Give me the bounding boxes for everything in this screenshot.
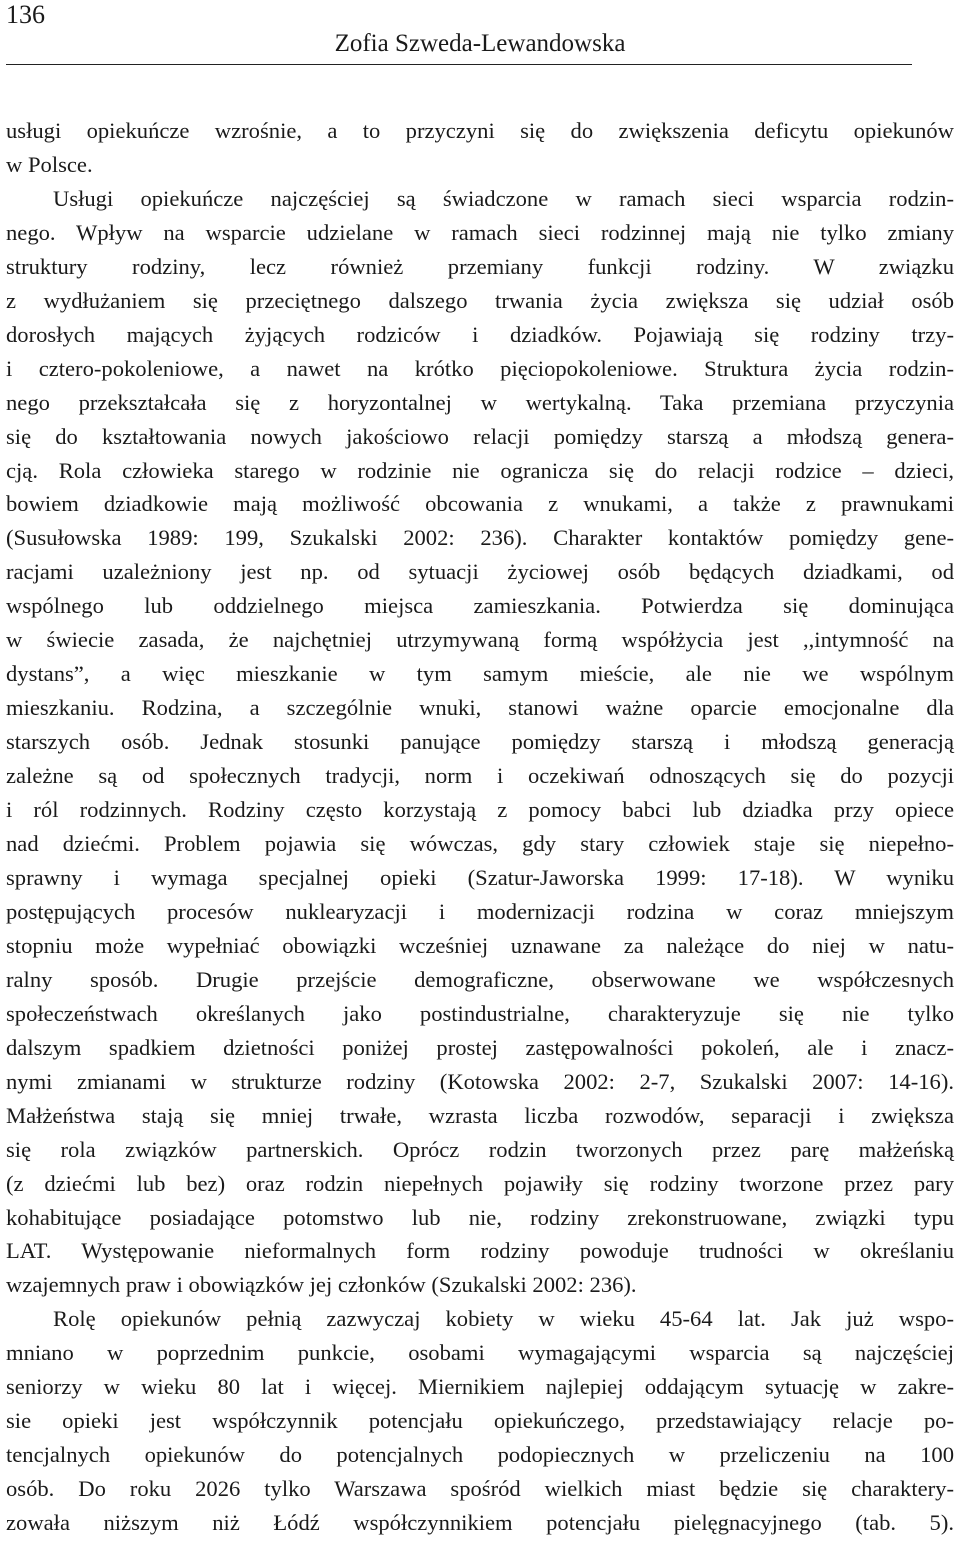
text-line: stopniu może wypełniać obowiązki wcześniej uznawane za należące do niej w natu- bbox=[6, 932, 954, 958]
text-line: nego przekształcała się z horyzontalnej w wertykalną. Taka przemiana przyczynia bbox=[6, 389, 954, 415]
text-line: postępujących procesów nuklearyzacji i modernizacji rodzina w coraz mniejszym bbox=[6, 898, 954, 924]
text-line: mieszkaniu. Rodzina, a szczególnie wnuki, stanowi ważne oparcie emocjonalne dla bbox=[6, 695, 954, 721]
text-line: mniano w poprzednim punkcie, osobami wymagającymi wsparcia są najczęściej bbox=[6, 1340, 954, 1366]
paragraph-1 bbox=[6, 114, 954, 182]
text-line: (Susułowska 1989: 199, Szukalski 2002: 236). Charakter kontaktów pomiędzy gene- bbox=[6, 525, 954, 551]
text-line: racjami uzależniony jest np. od sytuacji życiowej osób będących dziadkami, od bbox=[6, 559, 954, 585]
text-line: ralny sposób. Drugie przejście demograficzne, obserwowane we współczesnych bbox=[6, 966, 954, 992]
paragraph-2 bbox=[6, 182, 954, 1302]
text-line: w Polsce. bbox=[6, 151, 93, 177]
text-line: osób. Do roku 2026 tylko Warszawa spośród wielkich miast będzie się charaktery- bbox=[6, 1476, 954, 1502]
text-line: nego. Wpływ na wsparcie udzielane w ramach sieci rodzinnej mają nie tylko zmiany bbox=[6, 219, 954, 245]
text-line: sprawny i wymaga specjalnej opieki (Szatur-Jaworska 1999: 17-18). W wyniku bbox=[6, 864, 954, 890]
page-number: 136 bbox=[6, 0, 45, 29]
text-line: starszych osób. Jednak stosunki panujące pomiędzy starszą i młodszą generacją bbox=[6, 729, 954, 755]
text-line: w świecie zasada, że najchętniej utrzymywaną formą współżycia jest ,,intymność na bbox=[6, 627, 954, 653]
text-line: się rola związków partnerskich. Oprócz rodzin tworzonych przez parę małżeńską bbox=[6, 1136, 954, 1162]
paragraph-3 bbox=[6, 1302, 954, 1540]
text-line: zależne są od społecznych tradycji, norm i oczekiwań odnoszących się do pozycji bbox=[6, 763, 954, 789]
text-line: LAT. Występowanie nieformalnych form rodziny powoduje trudności w określaniu bbox=[6, 1238, 954, 1264]
text-line: cją. Rola człowieka starego w rodzinie nie ogranicza się do relacji rodzice – dzieci, bbox=[6, 457, 954, 483]
text-line: i ról rodzinnych. Rodziny często korzystają z pomocy babci lub dziadka przy opiece bbox=[6, 797, 954, 823]
text-line: (z dziećmi lub bez) oraz rodzin niepełnych pojawiły się rodziny tworzone przez pary bbox=[6, 1170, 954, 1196]
text-line: społeczeństwach określanych jako postindustrialne, charakteryzuje się nie tylko bbox=[6, 1000, 954, 1026]
body-text bbox=[6, 114, 954, 1540]
text-line: z wydłużaniem się przeciętnego dalszego trwania życia zwiększa się udział osób bbox=[6, 287, 954, 313]
text-line: dystans”, a więc mieszkanie w tym samym mieście, ale nie we wspólnym bbox=[6, 661, 954, 687]
text-line: seniorzy w wieku 80 lat i więcej. Miernikiem najlepiej oddającym sytuację w zakre- bbox=[6, 1374, 954, 1400]
text-line: usługi opiekuńcze wzrośnie, a to przyczyni się do zwiększenia deficytu opiekunów bbox=[6, 118, 954, 143]
text-line: Małżeństwa stają się mniej trwałe, wzrasta liczba rozwodów, separacji i zwiększa bbox=[6, 1102, 954, 1128]
text-line: tencjalnych opiekunów do potencjalnych podopiecznych w przeliczeniu na 100 bbox=[6, 1442, 954, 1468]
text-line: dalszym spadkiem dzietności poniżej prostej zastępowalności pokoleń, ale i znacz- bbox=[6, 1034, 954, 1060]
text-line: się do kształtowania nowych jakościowo relacji pomiędzy starszą a młodszą genera- bbox=[6, 423, 954, 449]
running-head: Zofia Szweda-Lewandowska bbox=[334, 30, 626, 57]
header-rule bbox=[6, 64, 912, 65]
text-line: sie opieki jest współczynnik potencjału opiekuńczego, przedstawiający relacje po- bbox=[6, 1408, 954, 1434]
text-line: nad dziećmi. Problem pojawia się wówczas, gdy stary człowiek staje się niepełno- bbox=[6, 831, 954, 857]
text-line: wspólnego lub oddzielnego miejsca zamieszkania. Potwierdza się dominująca bbox=[6, 593, 954, 619]
text-line: kohabitujące posiadające potomstwo lub nie, rodziny zrekonstruowane, związki typu bbox=[6, 1204, 954, 1230]
text-line: i cztero-pokoleniowe, a nawet na krótko pięciopokoleniowe. Struktura życia rodzin- bbox=[6, 355, 954, 381]
text-line: zowała niższym niż Łódź współczynnikiem potencjału pielęgnacyjnego (tab. 5). bbox=[6, 1510, 954, 1536]
text-line: struktury rodziny, lecz również przemiany funkcji rodziny. W związku bbox=[6, 253, 954, 279]
text-line: nymi zmianami w strukturze rodziny (Kotowska 2002: 2-7, Szukalski 2007: 14-16). bbox=[6, 1068, 954, 1094]
text-line: Rolę opiekunów pełnią zazwyczaj kobiety w wieku 45-64 lat. Jak już wspo- bbox=[53, 1306, 954, 1332]
text-line: dorosłych mających żyjących rodziców i dziadków. Pojawiają się rodziny trzy- bbox=[6, 321, 954, 347]
text-line: Usługi opiekuńcze najczęściej są świadczone w ramach sieci wsparcia rodzin- bbox=[53, 185, 954, 211]
text-line: bowiem dziadkowie mają możliwość obcowania z wnukami, a także z prawnukami bbox=[6, 491, 954, 517]
text-line: wzajemnych praw i obowiązków jej członków (Szukalski 2002: 236). bbox=[6, 1272, 637, 1298]
